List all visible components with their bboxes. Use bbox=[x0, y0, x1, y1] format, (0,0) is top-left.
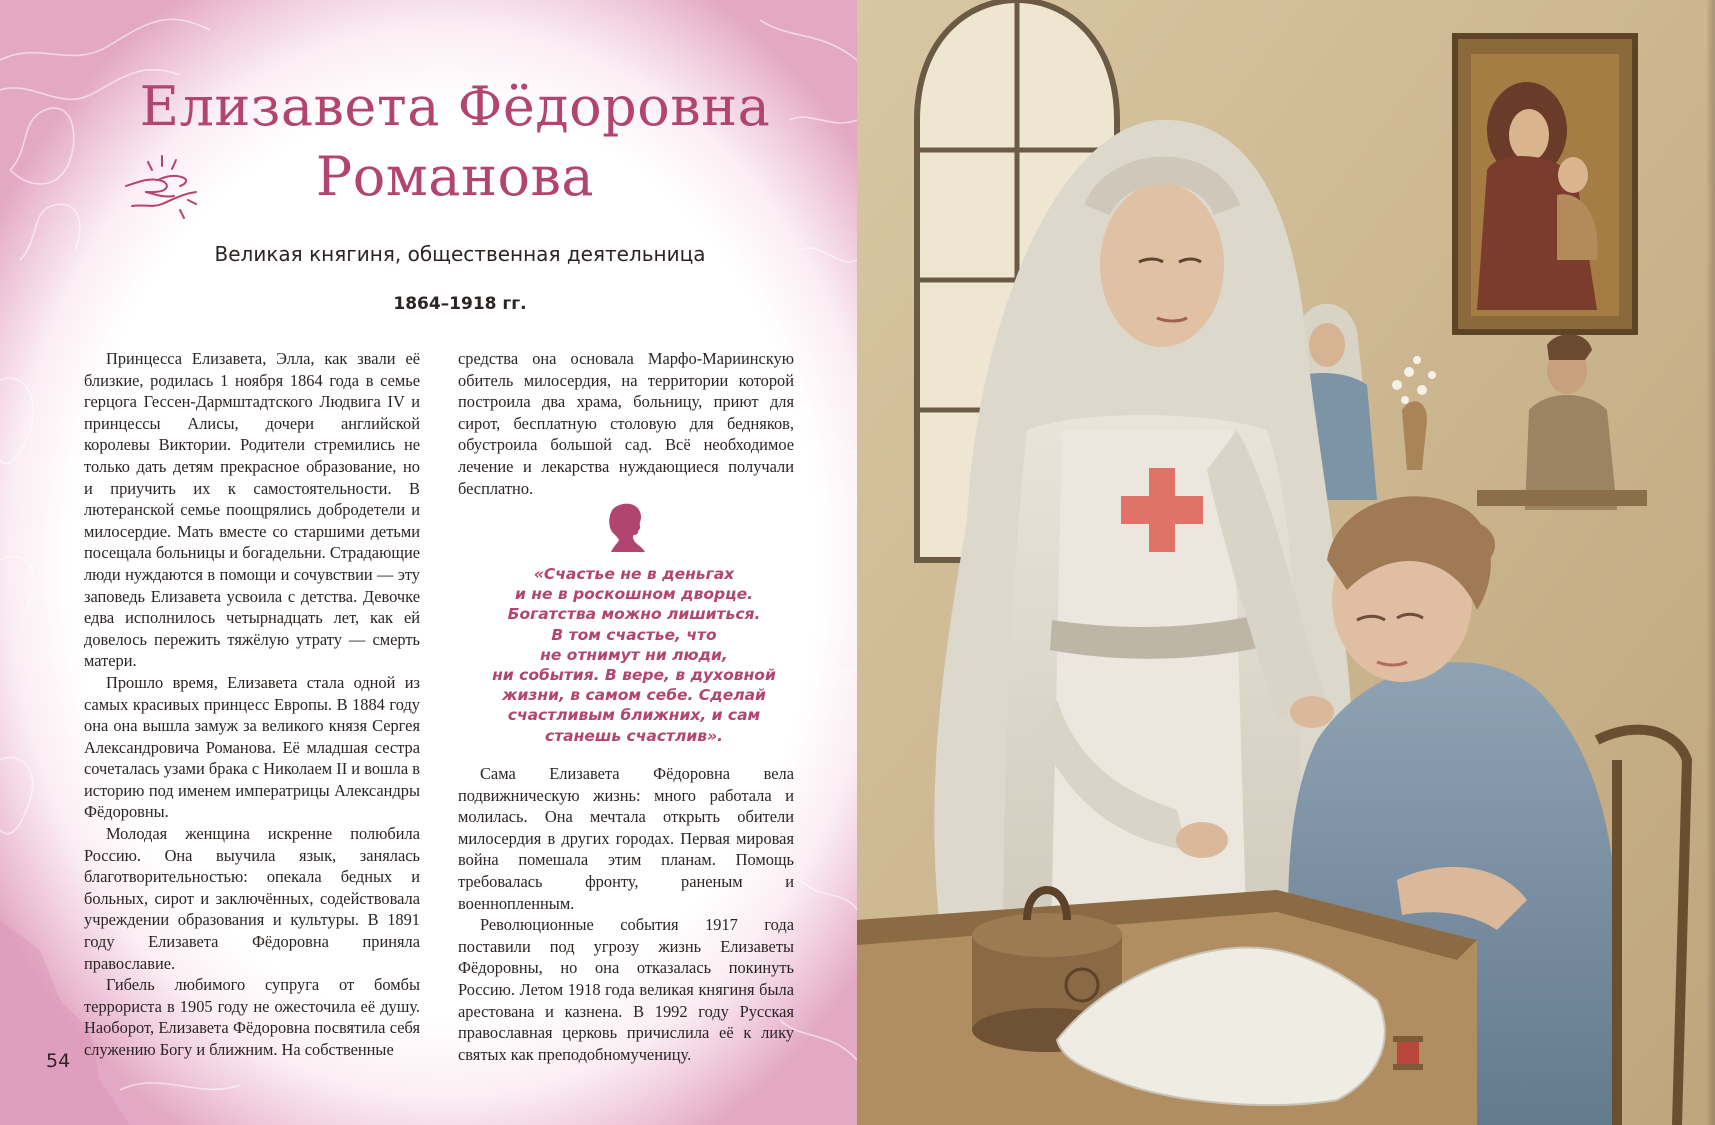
text-column-left bbox=[84, 348, 420, 1061]
quote-line: станешь счастлив». bbox=[545, 726, 723, 745]
paragraph: Сама Елизавета Фёдоровна вела подвижническую жизнь: много работала и молилась. Она мечтала открыть обители милосердия в других городах. Первая мировая война помешала этим планам. Помощь требовалась фронту, раненым и военнопленным. bbox=[458, 764, 794, 913]
paragraph: Революционные события 1917 года поставили под угрозу жизнь Елизаветы Фёдоровны, но она отказалась покинуть Россию. Летом 1918 года великая княгиня была арестована и казнена. В 1992 году Русская православная церковь причислила её к лику святых как преподобномученицу. bbox=[458, 915, 794, 1064]
illustration-nurse-and-woman bbox=[857, 0, 1715, 1125]
quote-line: не отнимут ни люди, bbox=[540, 645, 728, 664]
helping-hands-icon bbox=[118, 148, 208, 224]
woman-silhouette-icon bbox=[605, 502, 647, 552]
quote-line: Богатства можно лишиться. bbox=[507, 605, 761, 624]
title-line-2: Романова bbox=[315, 145, 595, 208]
paragraph: Молодая женщина искренне полюбила Россию. Она выучила язык, занялась благотворительностью: опекала бедных и больных, сирот и заключённых, содействовала учреждении образования и культуры. В 1891 году Елизавета Фёдоровна приняла православие. bbox=[84, 824, 420, 973]
quote-line: счастливым ближних, и сам bbox=[507, 706, 761, 725]
text-column-right-top bbox=[458, 348, 794, 499]
quote-line: «Счастье не в деньгах bbox=[533, 565, 735, 583]
page-number: 54 bbox=[46, 1050, 71, 1072]
quote-line: ни события. В вере, в духовной bbox=[492, 666, 776, 685]
paragraph: Принцесса Елизавета, Элла, как звали её близкие, родилась 1 ноября 1864 года в семье герцога Гессен-Дармштадтского Людвига IV и принцессы Алисы, дочери английской королевы Виктории. Родители стремились не только дать детям прекрасное образование, но и приучить их к самостоятельности. В лютеранской семье поощрялись добродетели и милосердие. Мать вместе со старшими детьми посещала больницы и богадельни. Страдающие люди нуждаются в помощи и сочувствии — эту заповедь Елизавета усвоила с детства. Девочке едва исполнилось четырнадцать лет, как ей довелось пережить тяжёлую утрату — смерть матери. bbox=[84, 349, 420, 671]
text-column-right-bottom bbox=[458, 763, 794, 1065]
right-page bbox=[857, 0, 1715, 1125]
quote-line: В том счастье, что bbox=[551, 625, 717, 644]
paragraph: Гибель любимого супруга от бомбы террориста в 1905 году не ожесточила её душу. Наоборот, Елизавета Фёдоровна посвятила себя служению Богу и ближним. На собственные bbox=[84, 975, 420, 1059]
quote bbox=[464, 564, 804, 746]
title-line-1: Елизавета Фёдоровна bbox=[139, 75, 771, 138]
paragraph: средства она основала Марфо-Мариинскую обитель милосердия, на территории которой построила два храма, больницу, приют для сирот, бесплатную столовую для бедняков, обустроила большой сад. Всё необходимое лечение и лекарства нуждающиеся получали бесплатно. bbox=[458, 349, 794, 498]
life-years: 1864–1918 гг. bbox=[393, 294, 527, 314]
left-page bbox=[0, 0, 857, 1125]
paragraph: Прошло время, Елизавета стала одной из самых красивых принцесс Европы. В 1884 году она она вышла замуж за великого князя Сергея Александровича Романова. Её младшая сестра сочеталась узами брака с Николаем II и вошла в историю под именем императрицы Александры Фёдоровны. bbox=[84, 672, 420, 822]
wall-icon-painting bbox=[1455, 36, 1635, 332]
quote-line: и не в роскошном дворце. bbox=[514, 585, 754, 604]
subtitle: Великая княгиня, общественная деятельница bbox=[214, 242, 706, 266]
quote-line: жизни, в самом себе. Сделай bbox=[502, 686, 766, 705]
thread-spool bbox=[1393, 1036, 1423, 1070]
book-gutter-shadow bbox=[1706, 0, 1715, 1125]
